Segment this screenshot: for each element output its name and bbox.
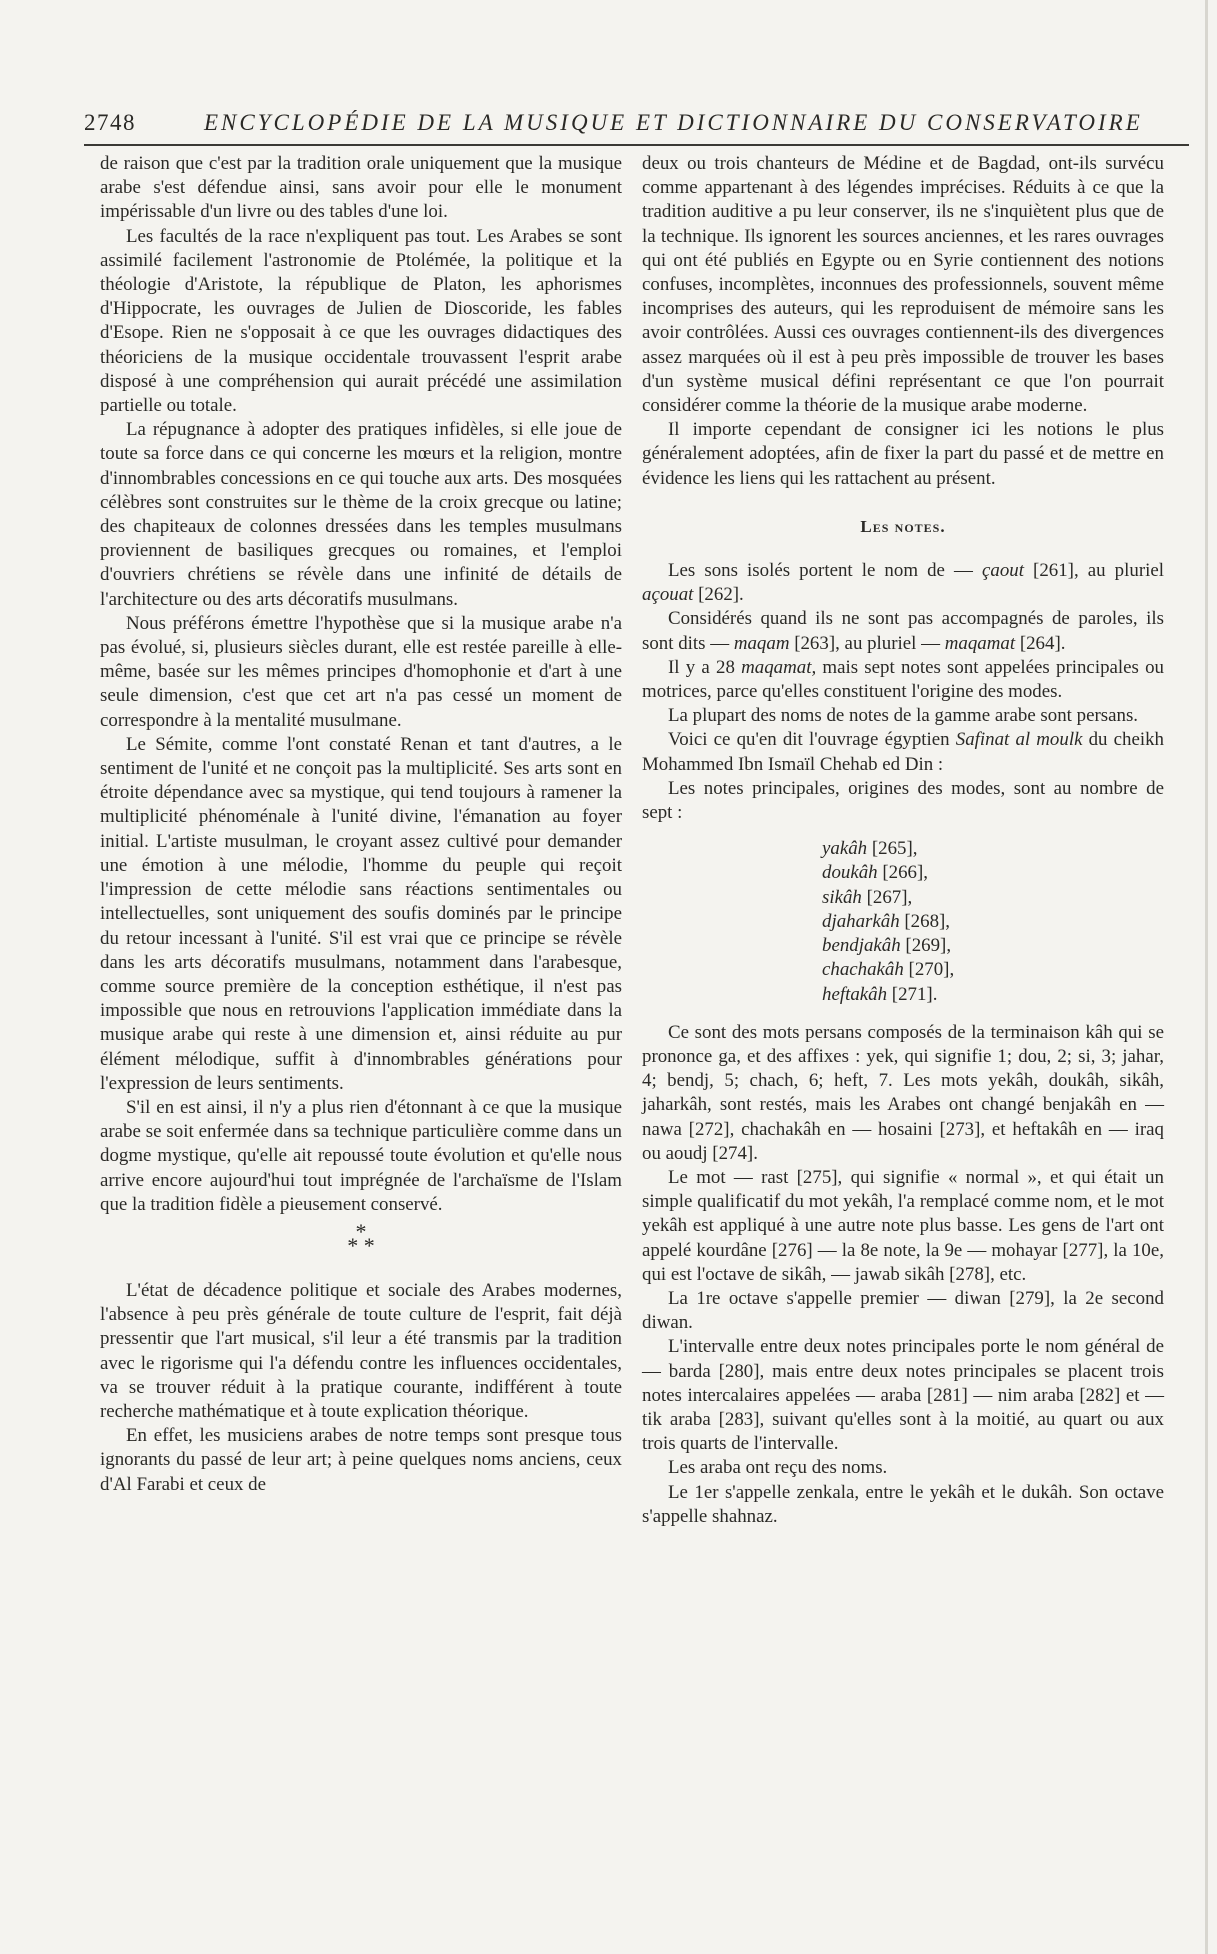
paragraph: La 1re octave s'appelle premier — diwan [279], la 2e second diwan. bbox=[642, 1287, 1164, 1334]
paragraph: Les sons isolés portent le nom de — çaout [261], au pluriel açouat [262]. bbox=[642, 560, 1164, 606]
paragraph: de raison que c'est par la tradition orale uniquement que la musique arabe s'est défendue ainsi, sans avoir pour elle le monument impérissable d'un livre ou des tables d'une loi. bbox=[100, 153, 622, 223]
list-item: yakâh [265], bbox=[822, 838, 918, 860]
paragraph: En effet, les musiciens arabes de notre temps sont presque tous ignorants du passé de leur art; à peine quelques noms anciens, ceux d'Al Farabi et ceux de bbox=[100, 1425, 622, 1495]
page-number: 2748 bbox=[84, 110, 136, 135]
list-item: bendjakâh [269], bbox=[822, 935, 952, 957]
right-column bbox=[642, 152, 1164, 1529]
paragraph: Voici ce qu'en dit l'ouvrage égyptien Safinat al moulk du cheikh Mohammed Ibn Ismaïl Chehab ed Din : bbox=[642, 729, 1164, 775]
paragraph: S'il en est ainsi, il n'y a plus rien d'étonnant à ce que la musique arabe se soit enfermée dans sa technique particulière comme dans un dogme mystique, qu'elle ait repoussé toute évolution et qu'elle nous arrive encore aujourd'hui tout imprégnée de l'archaïsme de l'Islam que la tradition fidèle a pieusement conservé. bbox=[100, 1096, 622, 1215]
paragraph: Le mot — rast [275], qui signifie « normal », et qui était un simple qualificatif du mot yekâh, l'a remplacé comme nom, et le mot yekâh est appliqué à une autre note plus basse. Les gens de l'art ont appelé kourdâne [276] — la 8e note, la 9e — mohayar [277], la 10e, qui est l'octave de sikâh, — jawab sikâh [278], etc. bbox=[642, 1166, 1164, 1285]
section-title: Les notes. bbox=[860, 516, 946, 536]
paragraph: Les facultés de la race n'expliquent pas tout. Les Arabes se sont assimilé facilement l'astronomie de Ptolémée, la politique et la théologie d'Aristote, la république de Platon, les aphorismes d'Hippocrate, les ouvrages de Julien de Dioscoride, les fables d'Esope. Rien ne s'opposait à ce que les ouvrages didactiques des théoriciens de la musique occidentale trouvassent l'esprit arabe disposé à une compréhension qui aurait précédé une assimilation partielle ou totale. bbox=[100, 225, 622, 417]
paragraph: deux ou trois chanteurs de Médine et de Bagdad, ont-ils survécu comme appartenant à des légendes imprécises. Réduits à ce que la tradition auditive a pu leur conserver, ils ne s'inquiètent plus que de la technique. Ils ignorent les sources anciennes, et les rares ouvrages qui ont été publiés en Egypte ou en Syrie contiennent des notions confuses, incomplètes, inconnues des professionnels, souvent même incomprises des auteurs, qui les reproduisent de mémoire sans les avoir contrôlées. Aussi ces ouvrages contiennent-ils des divergences assez marquées où il est à peu près impossible de trouver les bases d'un système musical défini représentant ce que l'on pourrait considérer comme la théorie de la musique arabe moderne. bbox=[642, 153, 1164, 417]
paragraph: Ce sont des mots persans composés de la terminaison kâh qui se prononce ga, et des affixes : yek, qui signifie 1; dou, 2; si, 3; jahar, 4; bendj, 5; chach, 6; heft, 7. Les mots yekâh, doukâh, sikâh, jaharkâh, sont restés, mais les Arabes ont changé benjakâh en — nawa [272], chachakâh en — hosaini [273], et heftakâh en — iraq ou aoudj [274]. bbox=[642, 1021, 1164, 1164]
paragraph: Le 1er s'appelle zenkala, entre le yekâh et le dukâh. Son octave s'appelle shahnaz. bbox=[642, 1481, 1164, 1527]
running-title: ENCYCLOPÉDIE DE LA MUSIQUE ET DICTIONNAIRE DU CONSERVATOIRE bbox=[204, 110, 1143, 135]
notes-list bbox=[642, 837, 1164, 1006]
paragraph: La plupart des noms de notes de la gamme arabe sont persans. bbox=[668, 705, 1139, 727]
paragraph: Les araba ont reçu des noms. bbox=[668, 1457, 888, 1479]
paragraph: Considérés quand ils ne sont pas accompagnés de paroles, ils sont dits — maqam [263], au pluriel — maqamat [264]. bbox=[642, 608, 1164, 654]
list-item: heftakâh [271]. bbox=[822, 983, 938, 1005]
paragraph: L'état de décadence politique et sociale des Arabes modernes, l'absence à peu près générale de toute culture de l'esprit, fait déjà pressentir que l'art musical, s'il leur a été transmis par la tradition avec le rigorisme qui l'a défendu contre les influences occidentales, va se trouver réduit à la pratique courante, indifférent à toute recherche mathématique et à toute explication théorique. bbox=[100, 1279, 622, 1422]
list-item: sikâh [267], bbox=[822, 886, 913, 908]
paragraph: Il y a 28 maqamat, mais sept notes sont appelées principales ou motrices, parce qu'elles constituent l'origine des modes. bbox=[642, 656, 1164, 703]
paragraph: Nous préférons émettre l'hypothèse que si la musique arabe n'a pas évolué, si, plusieurs siècles durant, elle est restée pareille à elle-même, basée sur les mêmes principes d'homophonie et d'art à une seule dimension, c'est que cet art n'a pas cessé un moment de correspondre à la mentalité musulmane. bbox=[100, 612, 622, 731]
section-separator: * * * bbox=[347, 1218, 375, 1258]
page-edge-shadow bbox=[1205, 0, 1208, 1954]
list-item: doukâh [266], bbox=[822, 862, 928, 884]
list-item: chachakâh [270], bbox=[822, 959, 955, 981]
paragraph: L'intervalle entre deux notes principales porte le nom général de — barda [280], mais entre deux notes principales se placent trois notes intercalaires appelées — araba [281] — nim araba [282] et — tik araba [283], suivant qu'elles sont à la moitié, au quart ou aux trois quarts de l'intervalle. bbox=[642, 1336, 1164, 1455]
list-item: djaharkâh [268], bbox=[822, 910, 951, 932]
page-header bbox=[84, 104, 1189, 146]
paragraph: Il importe cependant de consigner ici les notions le plus généralement adoptées, afin de fixer la part du passé et de mettre en évidence les liens qui les rattachent au présent. bbox=[642, 419, 1164, 489]
paragraph: Le Sémite, comme l'ont constaté Renan et tant d'autres, a le sentiment de l'unité et ne conçoit pas la multiplicité. Ses arts sont en étroite dépendance avec sa mystique, qui tend toujours à ramener la multiplicité phénoménale à l'unité divine, l'émanation au foyer initial. L'artiste musulman, le croyant assez cultivé pour demander une émotion à une mélodie, l'homme du peuple qui reçoit l'impression de cette mélodie sans réactions sentimentales ou intellectuelles, sont uniquement des soufis dominés par le principe du retour incessant à l'unité. S'il est vrai que ce principe se révèle dans les arts décoratifs musulmans, notamment dans l'arabesque, comme source première de la conception esthétique, il n'est pas impossible que nous en retrouvions l'application immédiate dans la musique arabe qui reste à une dimension et, ainsi réduite au pur élément mélodique, suffit à d'innombrables générations pour l'expression de leurs sentiments. bbox=[100, 733, 622, 1094]
paragraph: La répugnance à adopter des pratiques infidèles, si elle joue de toute sa force dans ce qui concerne les mœurs et la religion, montre d'innombrables concessions en ce qui touche aux arts. Des mosquées célèbres sont construites sur le thème de la croix grecque ou latine; des chapiteaux de colonnes dressées dans les temples musulmans proviennent de basiliques grecques ou romaines, et l'emploi d'ouvriers chrétiens se révèle dans une infinité de détails de l'architecture ou des arts décoratifs musulmans. bbox=[100, 419, 622, 610]
paragraph: Les notes principales, origines des modes, sont au nombre de sept : bbox=[642, 777, 1164, 824]
left-column bbox=[100, 152, 622, 1497]
